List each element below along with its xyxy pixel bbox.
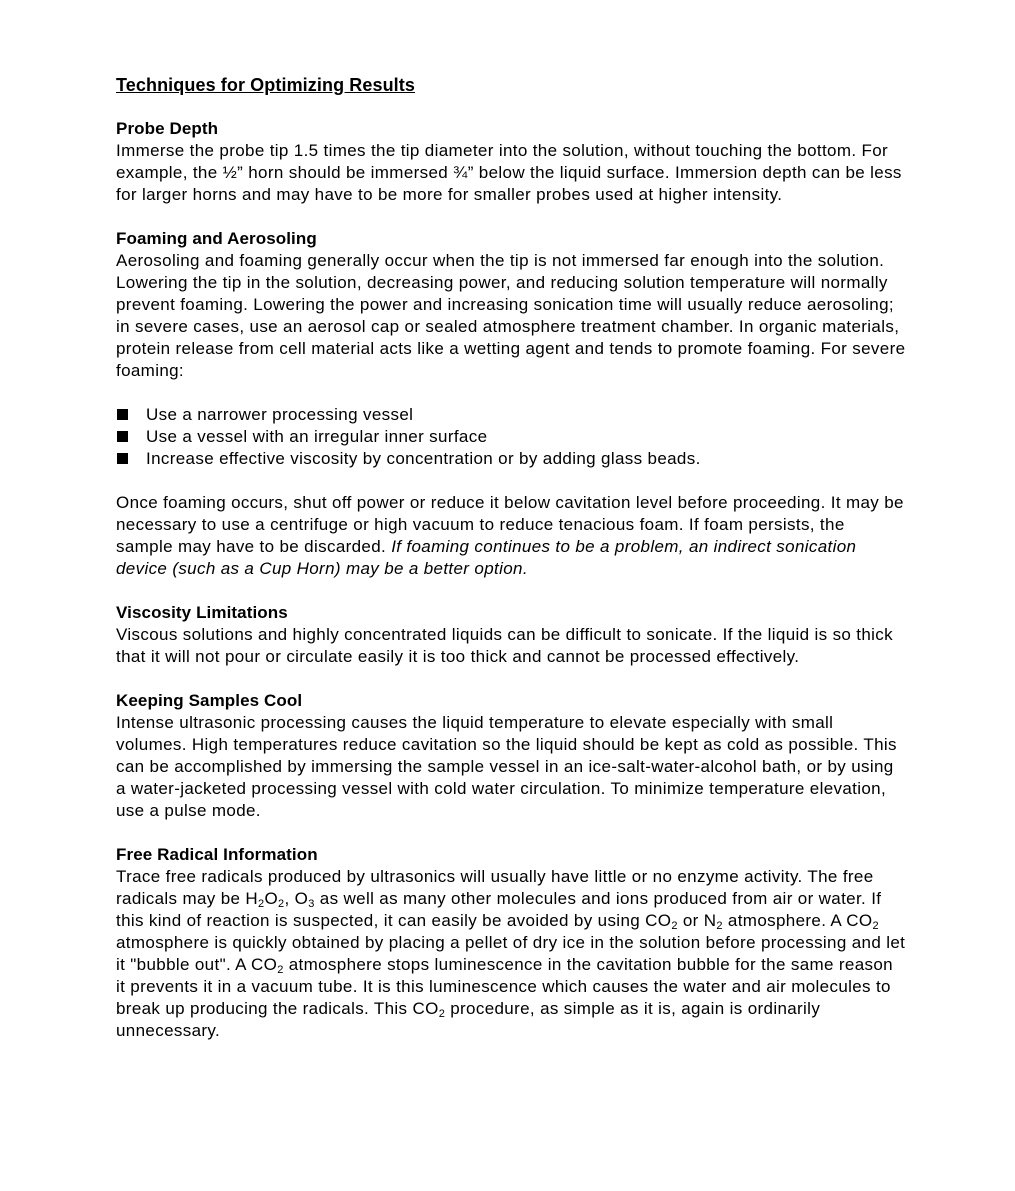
document-page	[116, 74, 906, 1064]
section-heading: Viscosity Limitations	[116, 603, 288, 622]
section-heading: Keeping Samples Cool	[116, 691, 303, 710]
page-title: Techniques for Optimizing Results	[116, 75, 415, 95]
section-text: Immerse the probe tip 1.5 times the tip diameter into the solution, without touching the bottom. For example, the ½” horn should be immersed ¾” below the liquid surface. Immersion depth can be less for larger horns and may have to be more for smaller probes used at higher intensity.	[116, 141, 902, 204]
square-bullet-icon	[117, 453, 128, 464]
section-foaming-continued	[116, 492, 906, 580]
square-bullet-icon	[117, 431, 128, 442]
section-text: Intense ultrasonic processing causes the liquid temperature to elevate especially with small volumes. High temperatures reduce cavitation so the liquid should be kept as cold as possible. This can be accomplished by immersing the sample vessel in an ice-salt-water-alcohol bath, or by using a water-jacketed processing vessel with cold water circulation. To minimize temperature elevation, use a pulse mode.	[116, 713, 897, 820]
section-text: Aerosoling and foaming generally occur when the tip is not immersed far enough into the solution. Lowering the tip in the solution, decreasing power, and reducing solution temperature will normally prevent foaming. Lowering the power and increasing sonication time will usually reduce aerosoling; in severe cases, use an aerosol cap or sealed atmosphere treatment chamber. In organic materials, protein release from cell material acts like a wetting agent and tends to promote foaming. For severe foaming:	[116, 251, 906, 380]
italic-note: If foaming continues to be a problem, an indirect sonication device (such as a Cup Horn) may be a better option.	[116, 537, 857, 578]
section-text: Trace free radicals produced by ultrasonics will usually have little or no enzyme activity. The free radicals may be $H_2O_2$, $O_3$ as well as many other molecules and ions produced from air or water. If this kind of reaction is suspected, it can easily be avoided by using $CO_2$ or $N_2$ atmosphere. A $CO_2$ atmosphere is quickly obtained by placing a pellet of dry ice in the solution before processing and let it "bubble out". A $CO_2$ atmosphere stops luminescence in the cavitation bubble for the same reason it prevents it in a vacuum tube. It is this luminescence which causes the water and air molecules to break up producing the radicals. This $CO_2$ procedure, as simple as it is, again is ordinarily unnecessary.	[116, 867, 906, 1040]
list-item: Use a vessel with an irregular inner surface	[116, 426, 906, 448]
section-foaming	[116, 228, 906, 382]
section-heading: Free Radical Information	[116, 845, 318, 864]
section-heading: Probe Depth	[116, 119, 219, 138]
section-heading: Foaming and Aerosoling	[116, 229, 317, 248]
list-item: Increase effective viscosity by concentration or by adding glass beads.	[116, 448, 906, 470]
list-item: Use a narrower processing vessel	[116, 404, 906, 426]
square-bullet-icon	[117, 409, 128, 420]
section-text: Once foaming occurs, shut off power or reduce it below cavitation level before proceeding. It may be necessary to use a centrifuge or high vacuum to reduce tenacious foam. If foam persists, the sample may have to be discarded. If foaming continues to be a problem, an indirect sonication device (such as a Cup Horn) may be a better option.	[116, 493, 904, 578]
section-viscosity	[116, 602, 906, 668]
foaming-bullet-list	[116, 404, 906, 470]
section-probe-depth	[116, 118, 906, 206]
section-keeping-cool	[116, 690, 906, 822]
section-free-radical	[116, 844, 906, 1042]
section-text: Viscous solutions and highly concentrated liquids can be difficult to sonicate. If the liquid is so thick that it will not pour or circulate easily it is too thick and cannot be processed effectively.	[116, 625, 893, 666]
